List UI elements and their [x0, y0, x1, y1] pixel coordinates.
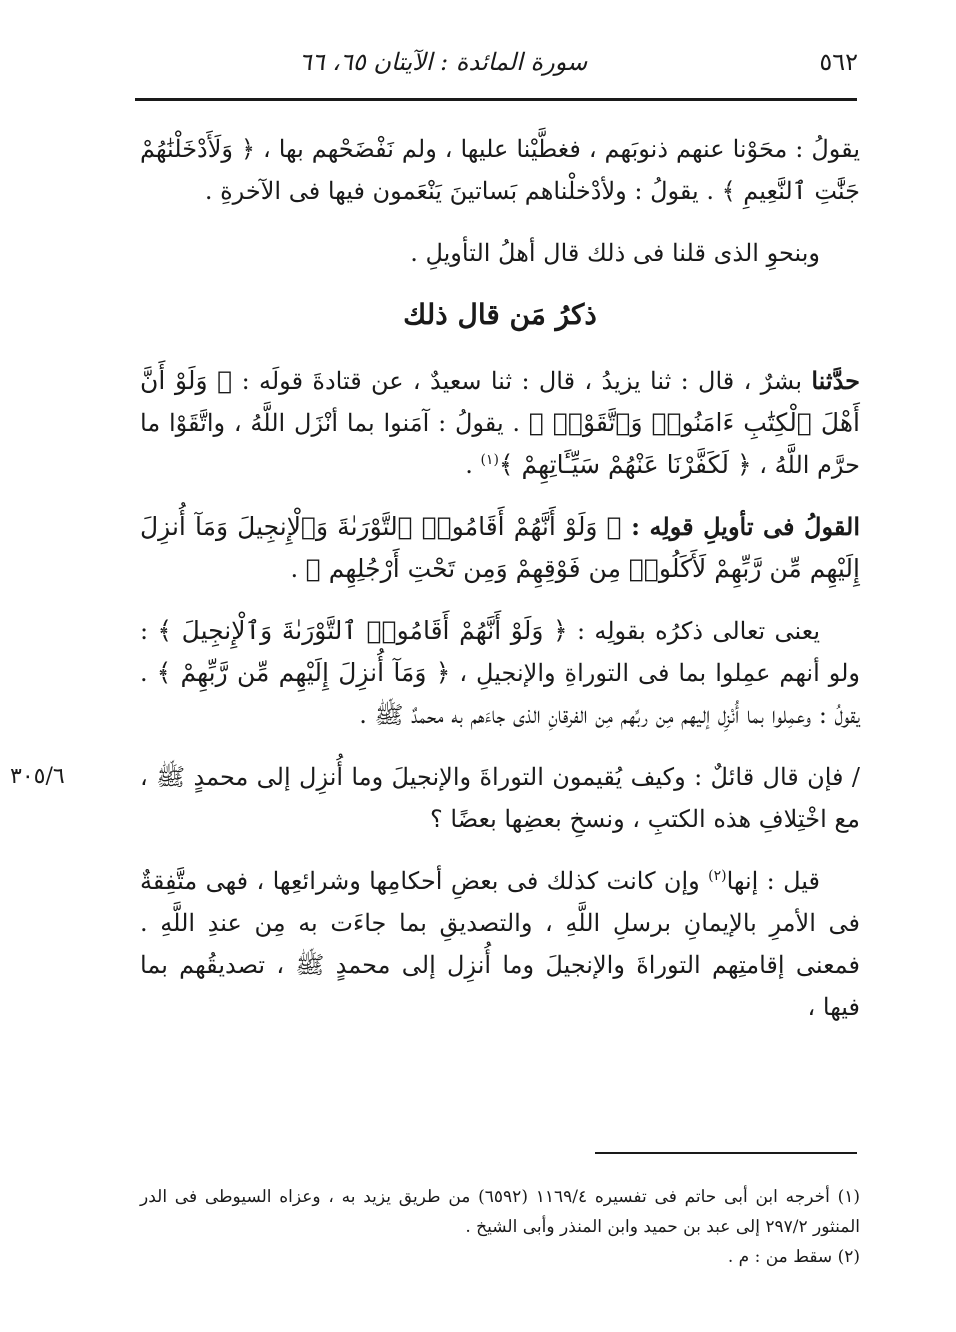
paragraph-7-text-a: قيل : إنها [726, 867, 820, 895]
quran-verse: ﴿ وَلَوْ أَنَّهُمْ أَقَامُوا۟ ٱلتَّوْرَىٰةَ وَٱلْإِنجِيلَ وَمَآ أُنزِلَ إِلَيْهِم مِّن رَّبِّهِمْ لَأَكَلُوا۟ مِن فَوْقِهِمْ وَمِن تَحْتِ أَرْجُلِهِم ﴾ [140, 512, 860, 583]
paragraph-3-lead: حدَّثنا [811, 366, 861, 395]
footnote-rule [595, 1152, 857, 1154]
page-number: ٥٦٢ [819, 48, 858, 76]
paragraph-1: يقولُ : محَوْنا عنهم ذنوبَهم ، فغطَّيْنا عليها ، ولم نَفْضَحْهم بها ، ﴿ وَلَأَدْخَلْنَٰهُمْ جَنَّٰتِ ٱلنَّعِيمِ ﴾ . يقولُ : ولأدْخلْناهم بَساتينَ يَنْعَمون فيها فى الآخرةِ . [140, 135, 860, 205]
paragraph-3-end: . [465, 451, 481, 479]
quran-verse: ﴿ وَلَوْ أَنَّهُمْ أَقَامُوا۟ ٱلتَّوْرَىٰةَ وَٱلْإِنجِيلَ ﴾ [157, 616, 568, 645]
paragraph-5 [140, 610, 860, 736]
paragraph-5-text-a: يعنى تعالى ذكرُه بقولِه : [567, 617, 821, 645]
page-header [138, 48, 858, 88]
margin-page-reference: ٣٠٥/٦ [10, 764, 65, 789]
footnotes [140, 1182, 860, 1272]
paragraph-3-text-b: . يقولُ : آمَنوا بما أنْزَل اللَّهُ ، واتَّقَوْا ما حرَّم اللَّهُ ، [140, 409, 860, 479]
footnote-ref: (٢) [708, 868, 727, 884]
quran-verse: ﴿ وَلَوْ أَنَّ أَهْلَ ٱلْكِتَٰبِ ءَامَنُوا۟ وَٱتَّقَوْا۟ ﴾ [140, 366, 860, 437]
paragraph-7 [140, 860, 860, 1028]
quran-verse: ﴿ وَمَآ أُنزِلَ إِلَيْهِم مِّن رَّبِّهِمْ ﴾ [156, 658, 451, 687]
running-title: سورة المائدة : الآيتان ٦٥، ٦٦ [298, 48, 588, 76]
footnote-ref: (١) [480, 452, 499, 468]
paragraph-3 [140, 360, 860, 486]
paragraph-4 [140, 506, 860, 590]
paragraph-3-text-a: بشرٌ ، قال : ثنا يزيدُ ، قال : ثنا سعيدٌ ، عن قتادةَ قولَه : [232, 367, 812, 395]
section-heading: ذكرُ مَن قال ذلك [403, 298, 597, 331]
paragraph-2: وبنحوِ الذى قلنا فى ذلك قال أهلُ التأويلِ . [410, 239, 820, 267]
footnote-2: (٢) سقط من : م . [727, 1247, 860, 1267]
paragraph-4-lead: القولُ فى تأويلِ قولِه : [621, 512, 860, 541]
quran-verse: ﴿ لَكَفَّرْنَا عَنْهُمْ سَيِّـَٔاتِهِمْ ﴾ [498, 450, 752, 479]
footnote-1: (١) أخرجه ابن أبى حاتم فى تفسيره ١١٦٩/٤ (٦٥٩٢) من طريق يزيد به ، وعزاه السيوطى فى الدر المنثور ٢٩٧/٢ إلى عبد بن حميد وابن المنذر وأبى الشيخ . [140, 1187, 860, 1237]
paragraph-5-text-b: : ولو أنهم عمِلوا بما فى التوراةِ والإنجيلِ ، [140, 617, 860, 687]
header-rule [135, 98, 857, 101]
paragraph-7-text-b: وإن كانت كذلك فى بعضِ أحكامِها وشرائعِها ، فهى متَّفِقةٌ فى الأمرِ بالإيمانِ برسلِ اللَّهِ ، والتصديقِ بما جاءَت به مِن عندِ اللَّهِ . فمعنى إقامتِهم التوراةَ والإنجيلَ وما أُنزِل إلى محمدٍ ﷺ ، تصديقُهم بما فيها ، [140, 867, 860, 1021]
paragraph-4-end: . [290, 555, 306, 583]
main-text [10, 128, 861, 1048]
paragraph-6 [10, 756, 860, 840]
paragraph-6-text: / فإن قال قائلٌ : وكيف يُقيمون التوراةَ والإنجيلَ وما أُنزِل إلى محمدٍ ﷺ ، مع اخْتِلافِ هذه الكتبِ ، ونسخِ بعضِها بعضًا ؟ [140, 763, 860, 833]
paragraph-5-text-c: . يقولُ : وعمِلوا بما أُنْزِل إليهم مِن ربِّهم مِن الفرقانِ الذى جاءَهم به محمدٌ ﷺ . [140, 659, 860, 729]
